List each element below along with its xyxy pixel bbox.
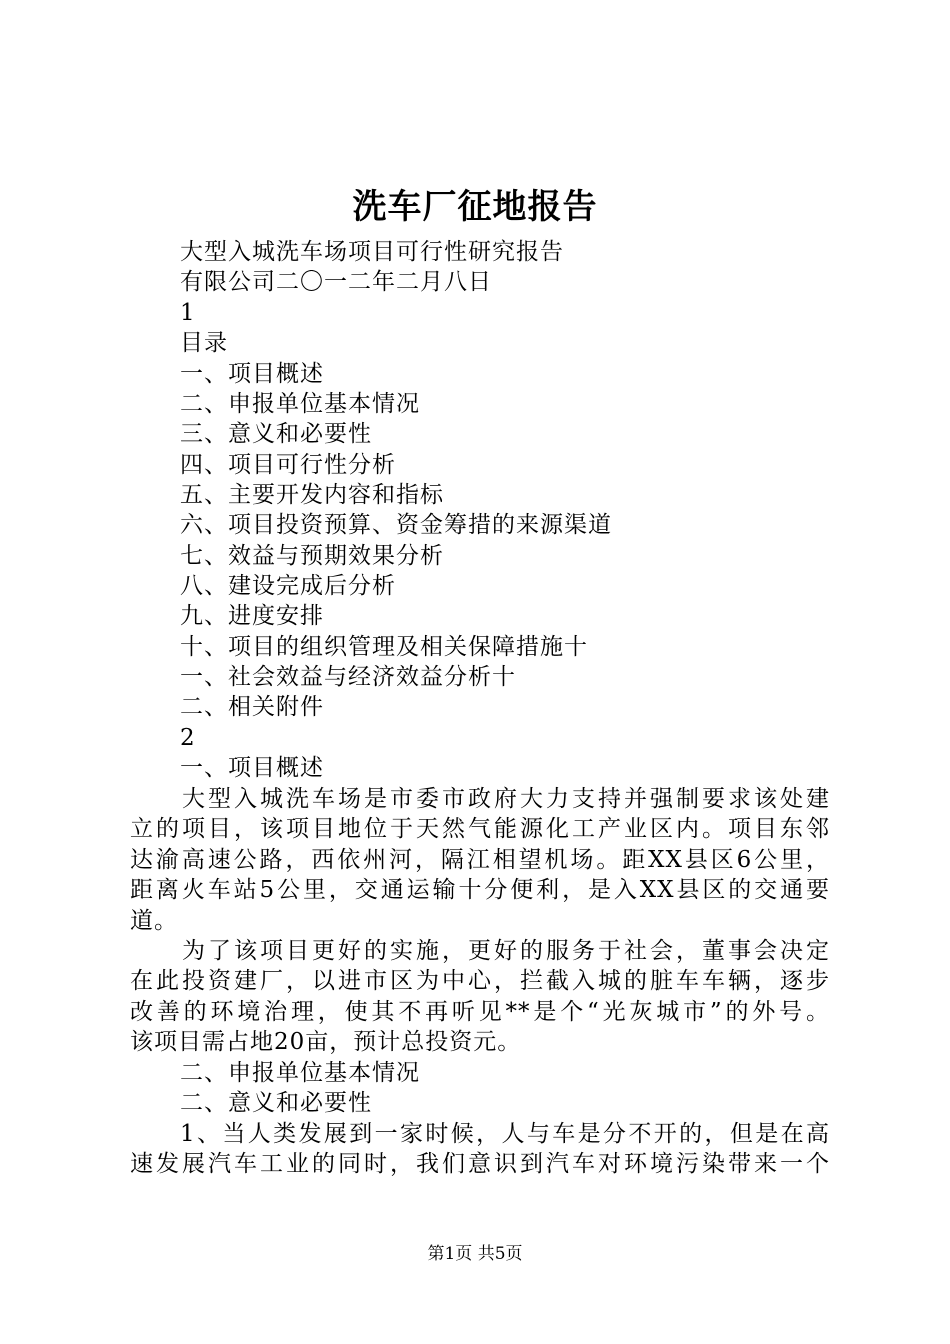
paragraph-line: 大型入城洗车场是市委市政府大力支持并强制要求该处建 (180, 786, 830, 812)
page-footer: 第1页 共5页 (427, 1244, 523, 1264)
paragraph-line: 1、当人类发展到一家时候，人与车是分不开的，但是在高 (180, 1121, 830, 1147)
toc-item: 一、社会效益与经济效益分析十 (180, 664, 516, 690)
subtitle-line: 大型入城洗车场项目可行性研究报告 (180, 239, 564, 265)
paragraph-purpose (130, 936, 830, 1058)
paragraph-line: 该项目需占地20亩，预计总投资元。 (130, 1029, 522, 1056)
document-title: 洗车厂征地报告 (352, 187, 598, 227)
toc-item: 九、进度安排 (180, 603, 324, 629)
company-date-line: 有限公司二〇一二年二月八日 (180, 269, 492, 295)
paragraph-overview (130, 784, 830, 936)
toc-heading: 目录 (180, 330, 228, 356)
toc-item: 六、项目投资预算、资金筹措的来源渠道 (180, 512, 612, 538)
paragraph-line: 改善的环境治理，使其不再听见**是个“光灰城市”的外号。 (130, 998, 830, 1025)
paragraph-significance (130, 1119, 830, 1180)
toc-item: 八、建设完成后分析 (180, 573, 396, 599)
section-heading: 二、意义和必要性 (180, 1090, 372, 1116)
toc-item: 三、意义和必要性 (180, 421, 372, 447)
section-heading: 一、项目概述 (180, 755, 324, 781)
toc-item: 一、项目概述 (180, 361, 324, 387)
page-number-1: 1 (180, 300, 196, 326)
paragraph-line: 道。 (130, 907, 178, 934)
paragraph-line: 立的项目，该项目地位于天然气能源化工产业区内。项目东邻 (130, 816, 830, 843)
paragraph-line: 达渝高速公路，西依州河，隔江相望机场。距XX县区6公里， (130, 846, 830, 873)
paragraph-line: 为了该项目更好的实施，更好的服务于社会，董事会决定 (180, 938, 830, 964)
paragraph-line: 在此投资建厂，以进市区为中心，拦截入城的脏车车辆，逐步 (130, 968, 830, 995)
paragraph-line: 速发展汽车工业的同时，我们意识到汽车对环境污染带来一个 (130, 1151, 830, 1178)
toc-item: 五、主要开发内容和指标 (180, 482, 444, 508)
toc-item: 四、项目可行性分析 (180, 452, 396, 478)
toc-item: 二、申报单位基本情况 (180, 391, 420, 417)
toc-item: 七、效益与预期效果分析 (180, 543, 444, 569)
toc-item: 十、项目的组织管理及相关保障措施十 (180, 634, 588, 660)
paragraph-line: 距离火车站5公里，交通运输十分便利，是入XX县区的交通要 (130, 877, 830, 904)
page-number-2: 2 (180, 725, 196, 751)
section-heading: 二、申报单位基本情况 (180, 1060, 420, 1086)
toc-item: 二、相关附件 (180, 694, 324, 720)
